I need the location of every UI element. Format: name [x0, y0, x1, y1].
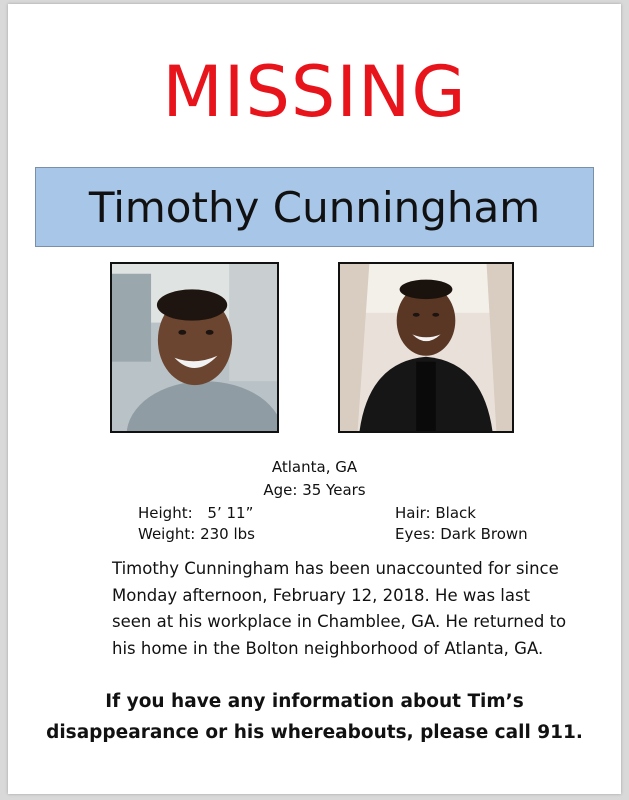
- description-line: his home in the Bolton neighborhood of Atlanta, GA.: [112, 638, 544, 658]
- photo-2: [338, 262, 514, 433]
- call-to-action: [0, 686, 629, 748]
- description-line: seen at his workplace in Chamblee, GA. He returned to: [112, 612, 567, 631]
- cta-line: If you have any information about Tim’s: [105, 691, 524, 712]
- headline: MISSING: [162, 51, 467, 133]
- hair-text: Hair: Black: [395, 504, 476, 522]
- description-line: Timothy Cunningham has been unaccounted for since: [112, 559, 559, 578]
- description-line: Monday afternoon, February 12, 2018. He was last: [112, 585, 531, 605]
- weight-text: Weight: 230 lbs: [138, 525, 255, 543]
- cta-line: disappearance or his whereabouts, please call 911.: [46, 722, 583, 743]
- age-text: Age: 35 Years: [263, 481, 366, 499]
- description-paragraph: [112, 556, 582, 662]
- missing-person-name: Timothy Cunningham: [88, 182, 541, 232]
- height-label: Height:: [138, 504, 193, 522]
- name-banner: [35, 167, 594, 247]
- eyes-text: Eyes: Dark Brown: [395, 525, 528, 543]
- location-text: Atlanta, GA: [271, 458, 358, 476]
- photo-1: [110, 262, 279, 433]
- height-value: 5’ 11”: [207, 504, 254, 522]
- height-text: [138, 503, 253, 523]
